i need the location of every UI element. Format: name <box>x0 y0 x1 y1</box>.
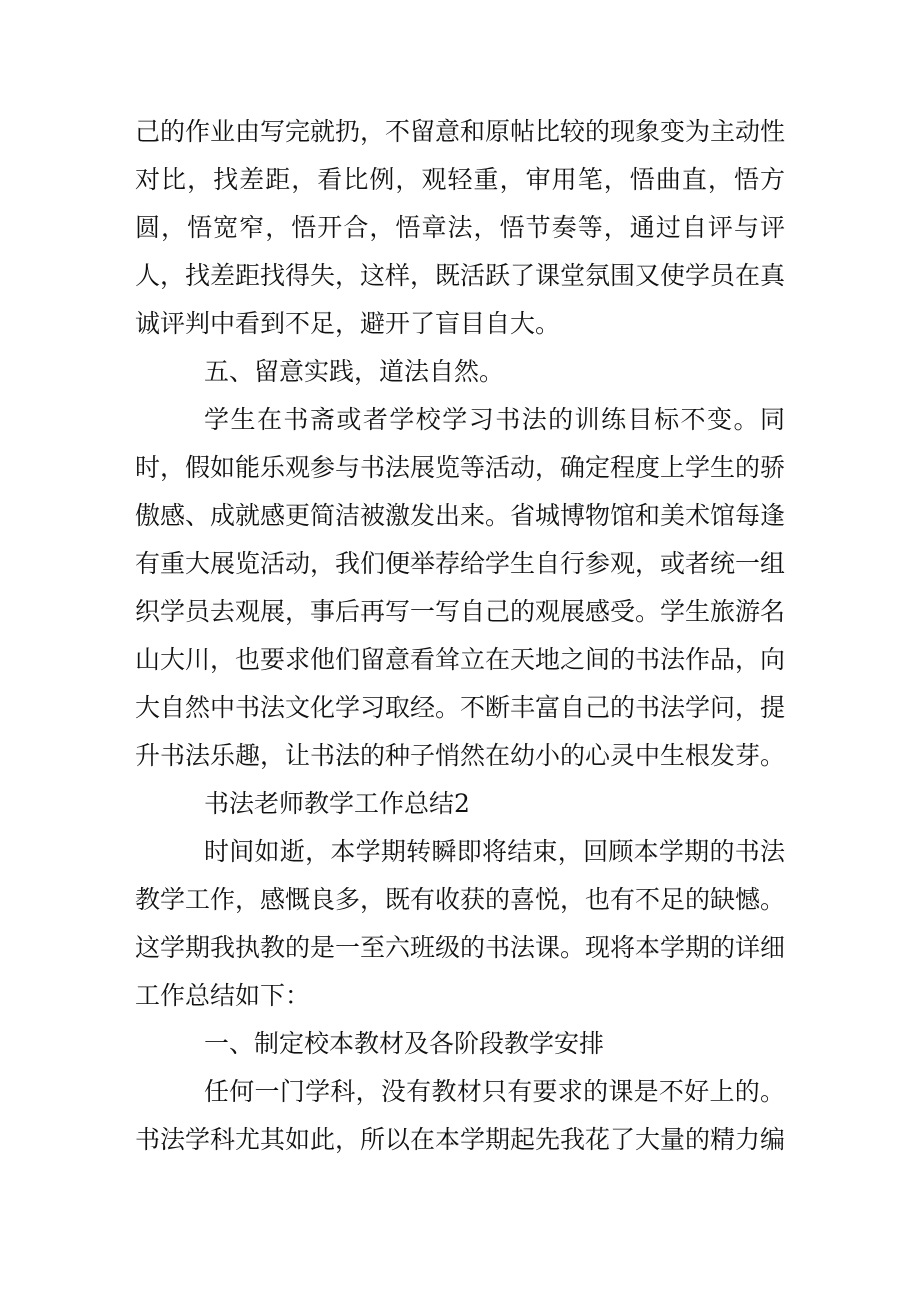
text-line: 诚评判中看到不足，避开了盲目自大。 <box>135 309 561 338</box>
text-line: 教学工作，感慨良多，既有收获的喜悦，也有不足的缺憾。 <box>135 885 785 914</box>
text-line: 大自然中书法文化学习取经。不断丰富自己的书法学问，提 <box>135 693 785 722</box>
text-line: 工作总结如下： <box>135 981 311 1010</box>
text-line: 这学期我执教的是一至六班级的书法课。现将本学期的详细 <box>135 933 785 962</box>
section-heading: 一、制定校本教材及各阶段教学安排 <box>204 1029 605 1058</box>
text-line: 时，假如能乐观参与书法展览等活动，确定程度上学生的骄 <box>135 453 785 482</box>
document-title: 书法老师教学工作总结2 <box>204 789 470 818</box>
text-line: 对比，找差距，看比例，观轻重，审用笔，悟曲直，悟方 <box>135 165 785 194</box>
text-line: 有重大展览活动，我们便举荐给学生自行参观，或者统一组 <box>135 549 785 578</box>
text-line: 己的作业由写完就扔，不留意和原帖比较的现象变为主动性 <box>135 117 785 146</box>
paragraph-first-line: 任何一门学科，没有教材只有要求的课是不好上的。 <box>204 1077 785 1106</box>
text-line: 圆，悟宽窄，悟开合，悟章法，悟节奏等，通过自评与评 <box>135 213 785 242</box>
text-line: 山大川，也要求他们留意看耸立在天地之间的书法作品，向 <box>135 645 785 674</box>
text-line: 傲感、成就感更简洁被激发出来。省城博物馆和美术馆每逢 <box>135 501 785 530</box>
paragraph-first-line: 学生在书斋或者学校学习书法的训练目标不变。同 <box>204 405 785 434</box>
text-line: 书法学科尤其如此，所以在本学期起先我花了大量的精力编 <box>135 1125 785 1154</box>
text-line: 织学员去观展，事后再写一写自己的观展感受。学生旅游名 <box>135 597 785 626</box>
section-heading: 五、留意实践，道法自然。 <box>204 357 505 386</box>
text-line: 人，找差距找得失，这样，既活跃了课堂氛围又使学员在真 <box>135 261 785 290</box>
paragraph-first-line: 时间如逝，本学期转瞬即将结束，回顾本学期的书法 <box>204 837 785 866</box>
text-line: 升书法乐趣，让书法的种子悄然在幼小的心灵中生根发芽。 <box>135 741 785 770</box>
